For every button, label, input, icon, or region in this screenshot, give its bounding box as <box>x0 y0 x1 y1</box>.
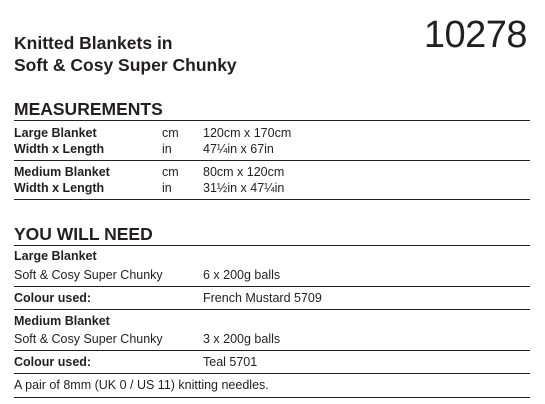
unit-in: in <box>162 142 172 156</box>
large-blanket-yarn-row <box>14 267 530 284</box>
large-blanket-in-row <box>14 141 530 158</box>
pattern-title-line-2: Soft & Cosy Super Chunky <box>14 55 237 75</box>
medium-blanket-yarn-row <box>14 331 530 348</box>
yarn-name: Soft & Cosy Super Chunky <box>14 268 163 282</box>
large-blanket-colour: French Mustard 5709 <box>203 291 322 305</box>
large-blanket-label: Large Blanket <box>14 249 97 263</box>
unit-in: in <box>162 181 172 195</box>
unit-cm: cm <box>162 165 179 179</box>
medium-blanket-heading-row <box>14 313 530 330</box>
measurements-heading-rule <box>14 120 530 121</box>
pattern-number: 10278 <box>423 14 527 56</box>
medium-blanket-size-cm: 80cm x 120cm <box>203 165 285 179</box>
pattern-title-line-1: Knitted Blankets in <box>14 33 173 53</box>
medium-blanket-yarn-quantity: 3 x 200g balls <box>203 332 281 346</box>
needles-end-rule <box>14 397 530 398</box>
large-blanket-label: Large Blanket <box>14 126 97 140</box>
large-colour-divider <box>14 309 530 310</box>
needles-row <box>14 377 530 394</box>
measurements-heading: MEASUREMENTS <box>14 99 163 119</box>
large-blanket-size-in: 47¼in x 67in <box>203 142 274 156</box>
pattern-title <box>14 32 237 76</box>
you-will-need-heading: YOU WILL NEED <box>14 224 153 244</box>
large-blanket-cm-row <box>14 125 530 142</box>
measurements-end-rule <box>14 199 530 200</box>
measurements-divider <box>14 160 530 161</box>
medium-colour-divider <box>14 373 530 374</box>
yarn-name: Soft & Cosy Super Chunky <box>14 332 163 346</box>
medium-blanket-cm-row <box>14 164 530 181</box>
colour-used-label: Colour used: <box>14 291 92 305</box>
medium-blanket-size-in: 31½in x 47¼in <box>203 181 285 195</box>
colour-used-label: Colour used: <box>14 355 92 369</box>
large-blanket-colour-row <box>14 290 530 307</box>
large-blanket-heading-row <box>14 248 530 265</box>
you-will-need-heading-rule <box>14 245 530 246</box>
unit-cm: cm <box>162 126 179 140</box>
large-yarn-divider <box>14 286 530 287</box>
needles-text: A pair of 8mm (UK 0 / US 11) knitting needles. <box>14 378 269 392</box>
medium-blanket-dims-label: Width x Length <box>14 181 105 195</box>
large-blanket-yarn-quantity: 6 x 200g balls <box>203 268 281 282</box>
medium-blanket-colour-row <box>14 354 530 371</box>
medium-blanket-label: Medium Blanket <box>14 314 110 328</box>
medium-blanket-label: Medium Blanket <box>14 165 110 179</box>
medium-yarn-divider <box>14 350 530 351</box>
medium-blanket-colour: Teal 5701 <box>203 355 258 369</box>
medium-blanket-in-row <box>14 180 530 197</box>
large-blanket-dims-label: Width x Length <box>14 142 105 156</box>
large-blanket-size-cm: 120cm x 170cm <box>203 126 292 140</box>
